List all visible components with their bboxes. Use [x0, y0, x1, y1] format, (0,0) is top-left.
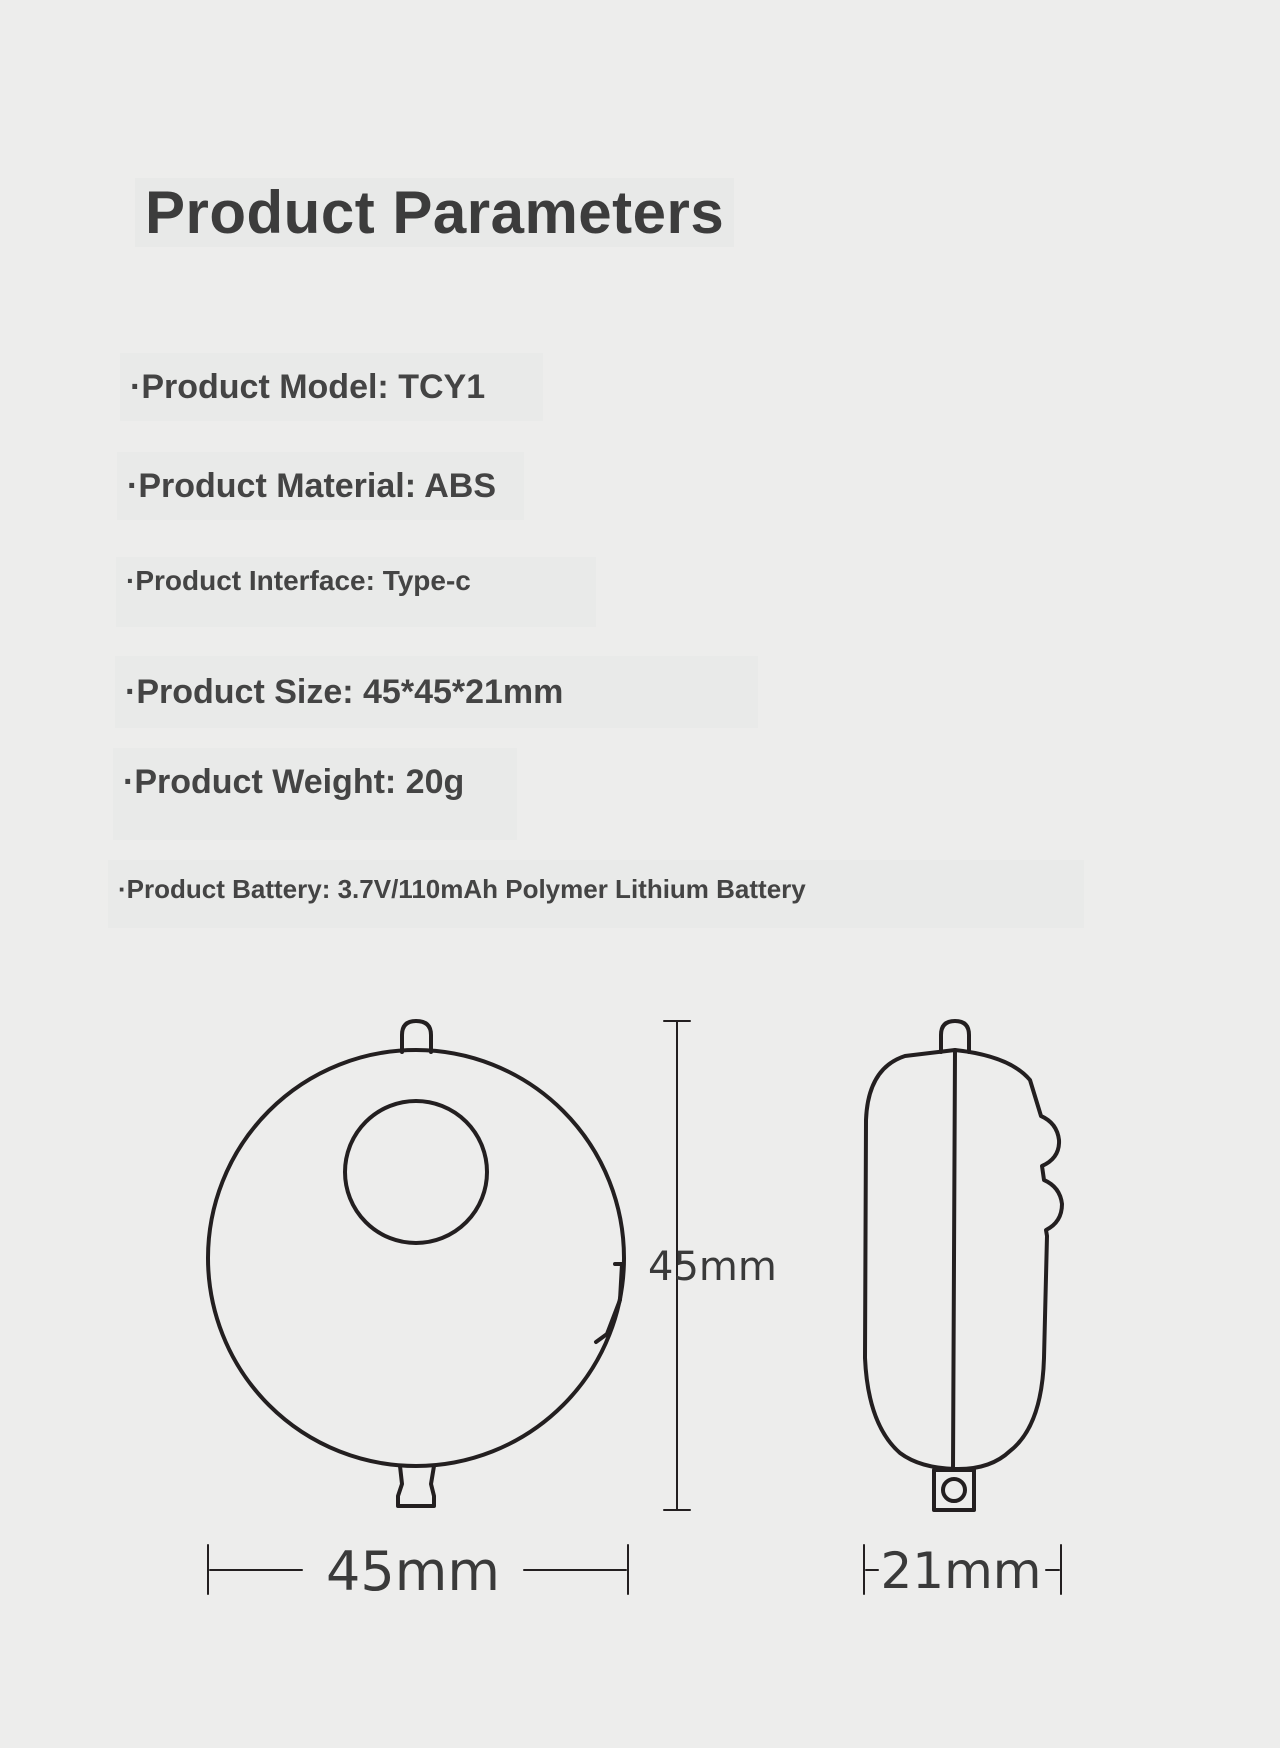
- height-dimension-label: 45mm: [648, 1244, 777, 1290]
- spec-product-battery: ·Product Battery: 3.7V/110mAh Polymer Lithium Battery: [108, 860, 1084, 928]
- front-bottom-lanyard: [398, 1466, 434, 1506]
- front-top-loop: [402, 1021, 431, 1052]
- side-body-outline: [865, 1050, 1062, 1469]
- side-top-loop: [941, 1021, 969, 1052]
- front-body-outline: [208, 1050, 624, 1466]
- front-button-circle: [345, 1101, 487, 1243]
- spec-product-interface: ·Product Interface: Type-c: [116, 557, 596, 627]
- side-bottom-port: [934, 1470, 974, 1510]
- side-seam-line: [953, 1050, 955, 1469]
- side-view-drawing: [865, 1021, 1062, 1510]
- front-side-port: [596, 1264, 622, 1342]
- page-title: Product Parameters: [135, 178, 734, 247]
- front-view-drawing: [208, 1021, 624, 1506]
- spec-product-material: ·Product Material: ABS: [117, 452, 524, 520]
- width-dimension-label: 45mm: [326, 1540, 500, 1603]
- side-port-hole: [943, 1479, 965, 1501]
- spec-product-size: ·Product Size: 45*45*21mm: [115, 656, 758, 728]
- spec-product-weight: ·Product Weight: 20g: [113, 748, 517, 840]
- depth-dimension-label: 21mm: [880, 1542, 1042, 1600]
- spec-product-model: ·Product Model: TCY1: [120, 353, 543, 421]
